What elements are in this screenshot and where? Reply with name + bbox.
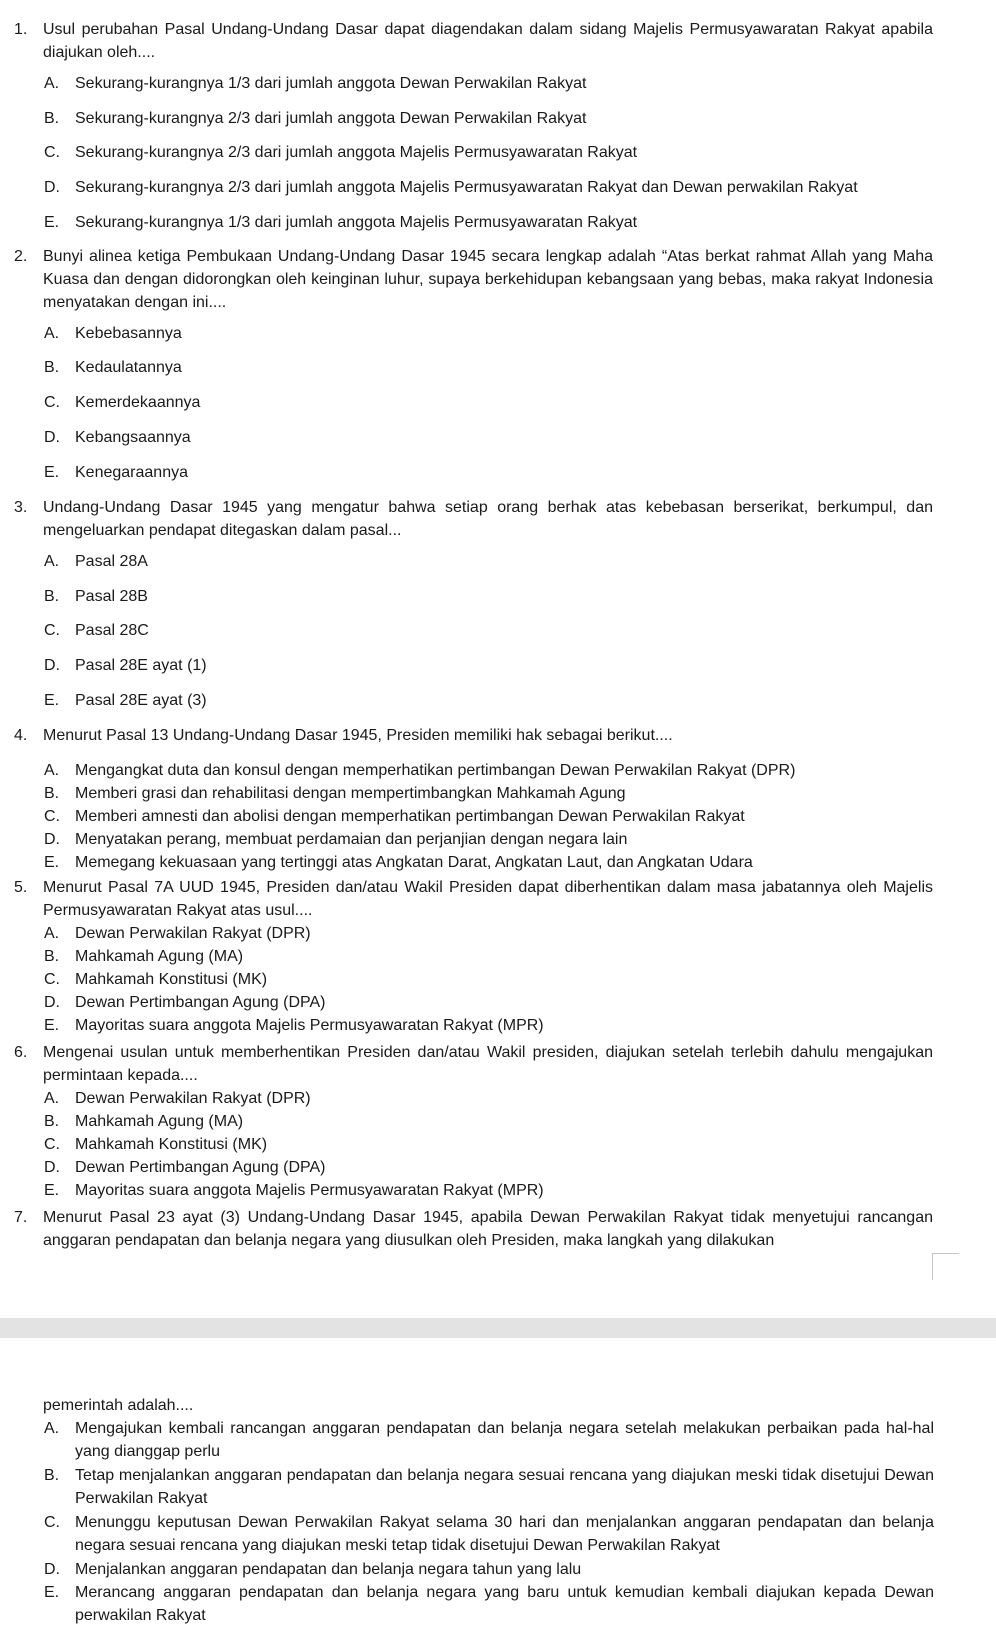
question-number: 7. — [14, 1209, 28, 1226]
option-text: Kedaulatannya — [75, 359, 182, 376]
option-letter: B. — [44, 948, 60, 965]
question-text: Usul perubahan Pasal Undang-Undang Dasar dapat diagendakan dalam sidang Majelis Permusyawaratan Rakyat apabila diajukan oleh.... — [43, 21, 933, 61]
option-letter: E. — [44, 214, 60, 231]
option-letter: C. — [44, 971, 60, 988]
option-text: Dewan Pertimbangan Agung (DPA) — [75, 994, 326, 1011]
option-text: Menjalankan anggaran pendapatan dan belanja negara tahun yang lalu — [75, 1561, 582, 1578]
option-text: Sekurang-kurangnya 1/3 dari jumlah anggota Dewan Perwakilan Rakyat — [75, 75, 587, 92]
question-text: Menurut Pasal 13 Undang-Undang Dasar 1945, Presiden memiliki hak sebagai berikut.... — [43, 727, 673, 744]
option-text: Sekurang-kurangnya 2/3 dari jumlah anggota Dewan Perwakilan Rakyat — [75, 110, 587, 127]
option-text: Pasal 28C — [75, 622, 149, 639]
option-text: Sekurang-kurangnya 2/3 dari jumlah anggota Majelis Permusyawaratan Rakyat — [75, 144, 638, 161]
option-letter: A. — [44, 75, 60, 92]
question-number: 6. — [14, 1044, 28, 1061]
option-text: Kebebasannya — [75, 325, 182, 342]
option-text: Menyatakan perang, membuat perdamaian dan perjanjian dengan negara lain — [75, 831, 628, 848]
option-text: Sekurang-kurangnya 2/3 dari jumlah anggota Majelis Permusyawaratan Rakyat dan Dewan perwakilan Rakyat — [75, 179, 858, 196]
option-text: Mayoritas suara anggota Majelis Permusyawaratan Rakyat (MPR) — [75, 1182, 544, 1199]
option-letter: C. — [44, 1136, 60, 1153]
option-letter: A. — [44, 925, 60, 942]
option-letter: B. — [44, 359, 60, 376]
option-letter: A. — [44, 553, 60, 570]
option-text: Mengajukan kembali rancangan anggaran pendapatan dan belanja negara setelah melakukan perbaikan pada hal-hal yang dianggap perlu — [75, 1420, 934, 1460]
option-text: Dewan Perwakilan Rakyat (DPR) — [75, 925, 311, 942]
question-text: Bunyi alinea ketiga Pembukaan Undang-Undang Dasar 1945 secara lengkap adalah “Atas berkat rahmat Allah yang Maha Kuasa dan dengan didorongkan oleh keinginan luhur, supaya berkehidupan kebangsaan yang bebas, maka rakyat Indonesia menyatakan dengan ini.... — [43, 248, 933, 311]
option-letter: D. — [44, 1159, 60, 1176]
option-letter: A. — [44, 325, 60, 342]
option-letter: E. — [44, 1182, 60, 1199]
option-letter: D. — [44, 429, 60, 446]
option-letter: A. — [44, 1420, 60, 1437]
option-text: Dewan Perwakilan Rakyat (DPR) — [75, 1090, 311, 1107]
option-text: Dewan Pertimbangan Agung (DPA) — [75, 1159, 326, 1176]
question-number: 4. — [14, 727, 28, 744]
question-7-continuation: pemerintah adalah.... — [43, 1397, 194, 1414]
option-letter: B. — [44, 785, 60, 802]
option-letter: C. — [44, 622, 60, 639]
option-letter: D. — [44, 831, 60, 848]
option-letter: B. — [44, 1113, 60, 1130]
option-letter: B. — [44, 1467, 60, 1484]
option-letter: B. — [44, 110, 60, 127]
option-letter: C. — [44, 394, 60, 411]
option-letter: E. — [44, 464, 60, 481]
option-text: Pasal 28E ayat (1) — [75, 657, 207, 674]
question-number: 5. — [14, 879, 28, 896]
option-letter: E. — [44, 692, 60, 709]
option-text: Pasal 28E ayat (3) — [75, 692, 207, 709]
question-number: 3. — [14, 499, 28, 516]
option-text: Menunggu keputusan Dewan Perwakilan Rakyat selama 30 hari dan menjalankan anggaran pendapatan dan belanja negara sesuai rencana yang diajukan meski tetap tidak disetujui Dewan Perwakilan Rakyat — [75, 1514, 934, 1554]
option-text: Pasal 28B — [75, 588, 148, 605]
option-letter: D. — [44, 994, 60, 1011]
option-letter: C. — [44, 1514, 60, 1531]
option-text: Tetap menjalankan anggaran pendapatan dan belanja negara sesuai rencana yang diajukan meski tidak disetujui Dewan Perwakilan Rakyat — [75, 1467, 934, 1507]
option-text: Kebangsaannya — [75, 429, 191, 446]
option-letter: C. — [44, 144, 60, 161]
option-text: Merancang anggaran pendapatan dan belanja negara yang baru untuk kemudian kembali diajukan kepada Dewan perwakilan Rakyat — [75, 1584, 934, 1624]
option-text: Mahkamah Konstitusi (MK) — [75, 1136, 268, 1153]
option-text: Mayoritas suara anggota Majelis Permusyawaratan Rakyat (MPR) — [75, 1017, 544, 1034]
option-letter: A. — [44, 762, 60, 779]
option-text: Memberi grasi dan rehabilitasi dengan mempertimbangkan Mahkamah Agung — [75, 785, 626, 802]
option-letter: D. — [44, 179, 60, 196]
question-text: Menurut Pasal 23 ayat (3) Undang-Undang Dasar 1945, apabila Dewan Perwakilan Rakyat tidak menyetujui rancangan anggaran pendapatan dan belanja negara yang diusulkan oleh Presiden, maka langkah yang dilakukan — [43, 1209, 933, 1249]
question-text: Menurut Pasal 7A UUD 1945, Presiden dan/atau Wakil Presiden dapat diberhentikan dalam masa jabatannya oleh Majelis Permusyawaratan Rakyat atas usul.... — [43, 879, 933, 919]
option-letter: C. — [44, 808, 60, 825]
option-letter: E. — [44, 854, 60, 871]
option-letter: E. — [44, 1584, 60, 1601]
page-break — [0, 1318, 996, 1338]
page-corner-mark — [932, 1253, 959, 1280]
document-page-2 — [0, 1338, 996, 1626]
option-text: Memegang kekuasaan yang tertinggi atas Angkatan Darat, Angkatan Laut, dan Angkatan Udara — [75, 854, 753, 871]
option-text: Mahkamah Agung (MA) — [75, 1113, 244, 1130]
option-text: Pasal 28A — [75, 553, 148, 570]
option-text: Sekurang-kurangnya 1/3 dari jumlah anggota Majelis Permusyawaratan Rakyat — [75, 214, 638, 231]
question-number: 2. — [14, 248, 28, 265]
question-text: Mengenai usulan untuk memberhentikan Presiden dan/atau Wakil presiden, diajukan setelah terlebih dahulu mengajukan permintaan kepada.... — [43, 1044, 933, 1084]
option-letter: E. — [44, 1017, 60, 1034]
option-letter: B. — [44, 588, 60, 605]
option-text: Memberi amnesti dan abolisi dengan memperhatikan pertimbangan Dewan Perwakilan Rakyat — [75, 808, 745, 825]
question-number: 1. — [14, 21, 28, 38]
option-text: Mengangkat duta dan konsul dengan memperhatikan pertimbangan Dewan Perwakilan Rakyat (DPR) — [75, 762, 796, 779]
question-text: Undang-Undang Dasar 1945 yang mengatur bahwa setiap orang berhak atas kebebasan berserikat, berkumpul, dan mengeluarkan pendapat ditegaskan dalam pasal... — [43, 499, 933, 539]
option-letter: D. — [44, 657, 60, 674]
option-letter: D. — [44, 1561, 60, 1578]
option-text: Kenegaraannya — [75, 464, 188, 481]
option-letter: A. — [44, 1090, 60, 1107]
option-text: Mahkamah Konstitusi (MK) — [75, 971, 268, 988]
option-text: Mahkamah Agung (MA) — [75, 948, 244, 965]
option-text: Kemerdekaannya — [75, 394, 201, 411]
